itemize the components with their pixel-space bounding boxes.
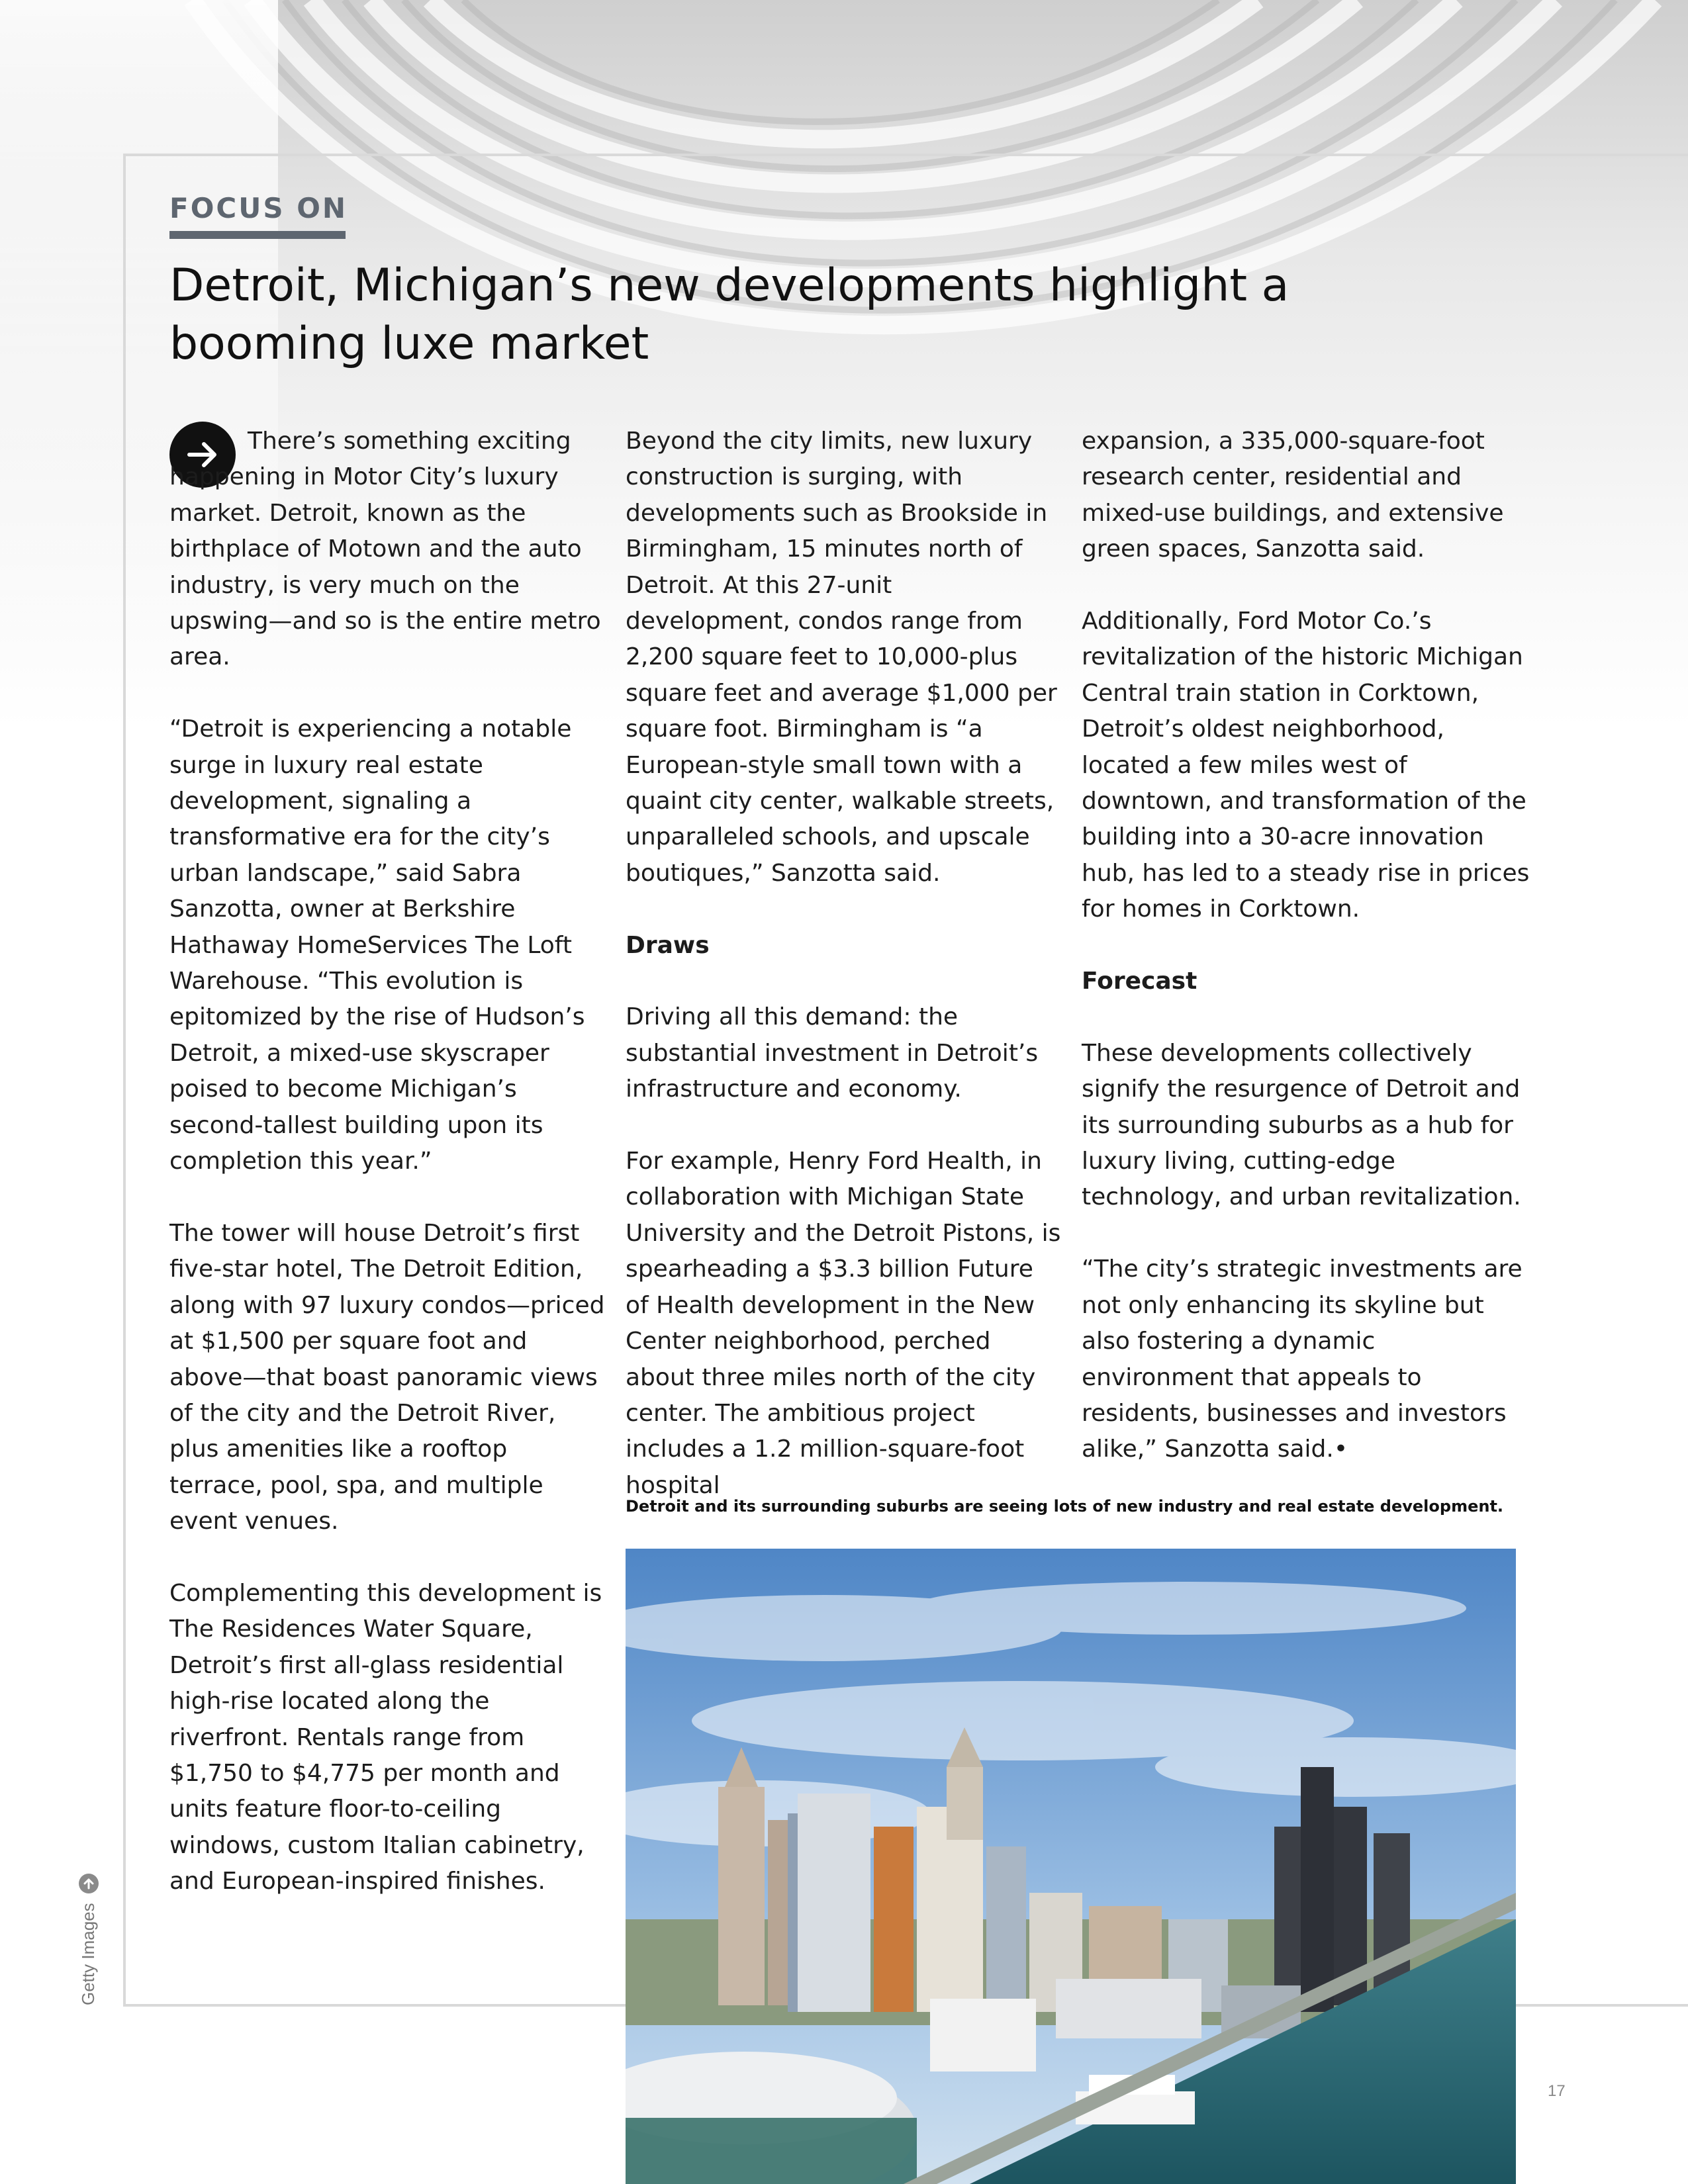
body-paragraph: Beyond the city limits, new luxury construction is surging, with developments such as Brookside in Birmingham, 15 minutes north of Detroit. At this 27-unit development, condos range from 2,200 square feet to 10,000-plus square feet and average $1,000 per square foot. Birmingham is “a European-style small town with a quaint city center, walkable streets, unparalleled schools, and upscale boutiques,” Sanzotta said. xyxy=(626,428,1057,887)
article-column-2 xyxy=(626,424,1062,1540)
page-number: 17 xyxy=(1548,2082,1566,2100)
article-column-1 xyxy=(169,424,606,1936)
body-paragraph: These developments collectively signify the resurgence of Detroit and its surrounding suburbs as a hub for luxury living, cutting-edge technology, and urban revitalization. xyxy=(1082,1039,1521,1211)
photo-credit-text: Getty Images xyxy=(78,1903,98,2005)
arrow-right-icon xyxy=(79,1874,99,1893)
body-paragraph: For example, Henry Ford Health, in collaboration with Michigan State University and the Detroit Pistons, is spearheading a $3.3 billion Future of Health development in the New Center neighborhood, perched about three miles north of the city center. The ambitious project includes a 1.2 million-square-foot hospital xyxy=(626,1148,1061,1499)
body-paragraph: Driving all this demand: the substantial investment in Detroit’s infrastructure and economy. xyxy=(626,1003,1039,1103)
body-paragraph: Complementing this development is The Residences Water Square, Detroit’s first all-glass residential high-rise located along the riverfront. Rentals range from $1,750 to $4,775 per month and units feature floor-to-ceiling windows, custom Italian cabinetry, and European-inspired finishes. xyxy=(169,1579,602,1895)
photo-caption: Detroit and its surrounding suburbs are seeing lots of new industry and real estate development. xyxy=(626,1497,1504,1516)
detroit-skyline-photo xyxy=(626,1549,1516,2184)
body-paragraph: Additionally, Ford Motor Co.’s revitalization of the historic Michigan Central train station in Corktown, Detroit’s oldest neighborhood, located a few miles west of downtown, and transformation of the building into a 30-acre innovation hub, has led to a steady rise in prices for homes in Corktown. xyxy=(1082,608,1530,923)
body-paragraph: “Detroit is experiencing a notable surge in luxury real estate development, signaling a transformative era for the city’s urban landscape,” said Sabra Sanzotta, owner at Berkshire Hathaway HomeServices The Loft Warehouse. “This evolution is epitomized by the rise of Hudson’s Detroit, a mixed-use skyscraper poised to become Michigan’s second-tallest building upon its completion this year.” xyxy=(169,715,585,1175)
body-paragraph: There’s something exciting happening in Motor City’s luxury market. Detroit, known as the birthplace of Motown and the auto industry, is very much on the upswing—and so is the entire metro area. xyxy=(169,428,601,671)
section-label: FOCUS ON xyxy=(169,192,348,224)
subheading-draws: Draws xyxy=(626,931,710,959)
body-paragraph: expansion, a 335,000-square-foot research center, residential and mixed-use buildings, and extensive green spaces, Sanzotta said. xyxy=(1082,428,1504,563)
subheading-forecast: Forecast xyxy=(1082,968,1197,995)
photo-credit xyxy=(78,1874,99,2005)
article-headline: Detroit, Michigan’s new developments highlight a booming luxe market xyxy=(169,259,1289,370)
section-label-underline xyxy=(169,231,346,239)
body-paragraph: “The city’s strategic investments are not only enhancing its skyline but also fostering a dynamic environment that appeals to residents, businesses and investors alike,” Sanzotta said.• xyxy=(1082,1255,1523,1463)
article-column-3 xyxy=(1082,424,1532,1504)
body-paragraph: The tower will house Detroit’s first five-star hotel, The Detroit Edition, along with 97 luxury condos—priced at $1,500 per square foot and above—that boast panoramic views of the city and the Detroit River, plus amenities like a rooftop terrace, pool, spa, and multiple event venues. xyxy=(169,1219,605,1535)
